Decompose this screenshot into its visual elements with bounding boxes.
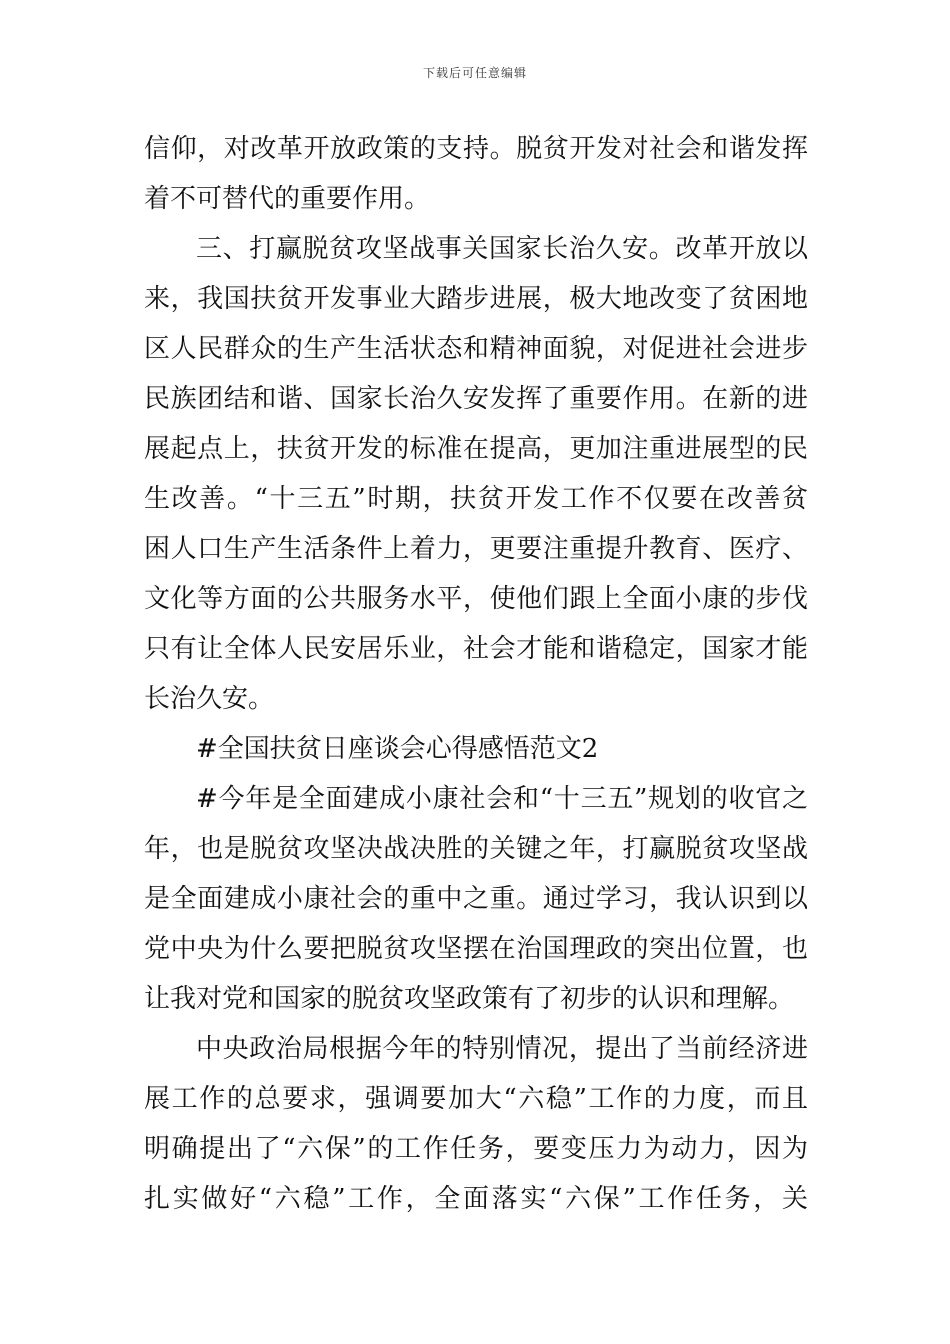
- paragraph-start-line: #今年是全面建成小康社会和“十三五”规划的收官之: [196, 784, 808, 814]
- document-body: [144, 124, 808, 1224]
- paragraph-start-line: 三、打赢脱贫攻坚战事关国家长治久安。改革开放以: [196, 234, 808, 264]
- text-line: 只有让全体人民安居乐业，社会才能和谐稳定，国家才能: [144, 634, 808, 664]
- page-header: 下载后可任意编辑: [422, 66, 527, 80]
- text-line: 党中央为什么要把脱贫攻坚摆在治国理政的突出位置，也: [144, 934, 808, 964]
- text-line: 生改善。“十三五”时期，扶贫开发工作不仅要在改善贫: [144, 484, 808, 514]
- text-line: 展工作的总要求，强调要加大“六稳”工作的力度，而且: [144, 1084, 808, 1114]
- text-line: 来，我国扶贫开发事业大踏步进展，极大地改变了贫困地: [144, 284, 808, 314]
- text-line: 着不可替代的重要作用。: [144, 184, 431, 214]
- text-line: 是全面建成小康社会的重中之重。通过学习，我认识到以: [144, 884, 808, 914]
- text-line: 明确提出了“六保”的工作任务，要变压力为动力，因为: [144, 1134, 808, 1164]
- text-line: 信仰，对改革开放政策的支持。脱贫开发对社会和谐发挥: [144, 134, 808, 164]
- paragraph-start-line: 中央政治局根据今年的特别情况，提出了当前经济进: [196, 1034, 808, 1064]
- section-heading: #全国扶贫日座谈会心得感悟范文2: [196, 734, 599, 764]
- text-line: 长治久安。: [144, 684, 275, 714]
- text-line: 民族团结和谐、国家长治久安发挥了重要作用。在新的进: [144, 384, 808, 414]
- text-line: 展起点上，扶贫开发的标准在提高，更加注重进展型的民: [144, 434, 808, 464]
- text-line: 困人口生产生活条件上着力，更要注重提升教育、医疗、: [144, 534, 808, 564]
- text-line: 扎实做好“六稳”工作，全面落实“六保”工作任务，关: [144, 1184, 808, 1214]
- text-line: 年，也是脱贫攻坚决战决胜的关键之年，打赢脱贫攻坚战: [144, 834, 808, 864]
- text-line: 文化等方面的公共服务水平，使他们跟上全面小康的步伐: [144, 584, 808, 614]
- text-line: 让我对党和国家的脱贫攻坚政策有了初步的认识和理解。: [144, 984, 795, 1014]
- text-line: 区人民群众的生产生活状态和精神面貌，对促进社会进步: [144, 334, 808, 364]
